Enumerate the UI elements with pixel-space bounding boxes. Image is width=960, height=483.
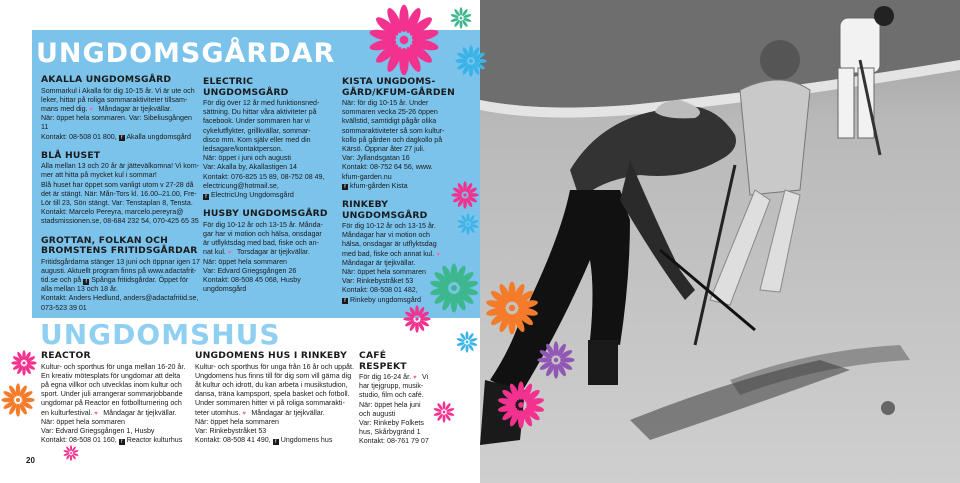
text-line: electricung@hotmail.se, <box>203 181 279 190</box>
text-line: Måndagar har vi motion och <box>342 231 430 240</box>
heart-icon: ♥ <box>242 410 246 417</box>
text-line: cykelutflykter, grillkvällar, sommar- <box>203 126 311 135</box>
text-line: mans med dig. ♥ Måndagar är tjejkvällar. <box>41 104 172 113</box>
text-line: ungdomar på Reactor en fotbollturnering och <box>41 399 182 408</box>
text-line: tid.se och på f Spånga fritidsgårdar. Öppet för <box>41 276 189 285</box>
text-line: sport. Under juli arrangerar sommarjobbande <box>41 390 183 399</box>
text-line: ungdomsgård <box>203 285 247 294</box>
flower-petal <box>460 7 463 15</box>
ungdomsgardar-title: UNGDOMSGÅRDAR <box>36 38 336 69</box>
text-line: mer att hitta på mycket kul i sommar! <box>41 171 157 180</box>
text-line: För dig över 12 år med funktionsned- <box>203 99 320 107</box>
flower-petal <box>443 414 446 422</box>
flower-center <box>451 285 457 291</box>
facebook-link[interactable]: Rinkeby ungdomsgård <box>349 295 421 304</box>
flower-center <box>469 59 473 63</box>
flower-petal <box>70 455 72 461</box>
text-line: Kultur- och sporthus för unga mellan 16-20 år. <box>41 362 186 371</box>
facebook-link[interactable]: Ungdomens hus <box>280 436 333 445</box>
text-line: facebook. Under sommaren har vi <box>203 117 310 126</box>
heart-icon: ♥ <box>89 106 94 113</box>
text-line: När: öppet hela sommaren. Var: Sibeliusgången 11 <box>41 114 192 132</box>
facebook-icon[interactable]: f <box>342 298 348 304</box>
text-line: gar har vi motion och hälsa, onsdagar <box>203 229 322 238</box>
column-1 <box>41 75 201 313</box>
flower-petal <box>443 401 446 409</box>
text-line: åt kultur och idrott, du kan arbeta i musikstudion, <box>195 380 348 389</box>
text-line: augusti. Aktuellt program finns på www.adactafrit- <box>41 266 197 275</box>
facebook-link[interactable]: Akalla ungdomsgård <box>126 132 191 141</box>
floorball-photo <box>480 0 960 483</box>
text-line: Lör till 23, Sön stängt. Var: Tenstaplan 8, Tensta. <box>41 199 193 208</box>
pink-flower-icon <box>402 304 432 334</box>
kista-heading: KISTA UNGDOMS- GÅRD/KFUM-GÅRDEN <box>342 76 456 98</box>
text-line: teter utomhus. ♥ Måndagar är tjejkvällar. <box>195 408 325 417</box>
text-line: kvällstid, samtidigt pågår olika <box>342 117 437 126</box>
bla-huset-heading: BLÅ HUSET <box>41 149 101 161</box>
page-number: 20 <box>26 456 35 465</box>
blue-flower-icon <box>455 330 479 354</box>
text-line: Kontakt: 08-508 45 068, Husby <box>203 275 301 284</box>
cafe-respekt-heading: CAFÉ RESPEKT <box>359 350 407 372</box>
ungdomshus-title: UNGDOMSHUS <box>40 318 281 351</box>
text-line: När: för dig 10-15 år. Under <box>342 99 429 107</box>
text-line: sommaraktiviteter så som kultur- <box>342 126 445 135</box>
text-line: Kontakt: 08-508 01 800, f Akalla ungdomsgård <box>41 132 191 142</box>
text-line: 073-523 39 01 <box>41 303 87 312</box>
facebook-link[interactable]: ElectricUng Ungdomsgård <box>210 191 294 200</box>
text-line: nat kul. ♥ Torsdagar är tjejkvällar. <box>203 248 310 257</box>
heart-icon: ♥ <box>94 410 98 417</box>
text-line: När: öppet hela sommaren <box>41 417 125 426</box>
pink-flower-icon <box>364 0 444 80</box>
text-line: studio, film och café. <box>359 391 424 400</box>
text-line: Var: Rinkeby Folkets <box>359 419 424 428</box>
text-line: sommaren vecka 25-26 öppen <box>342 108 438 117</box>
flower-center <box>518 402 524 408</box>
text-line: kollo på gården och dagkollo på <box>342 135 443 144</box>
purple-flower-icon <box>536 340 576 380</box>
text-line: disco mm. Kom själv eller med din <box>203 135 311 144</box>
green-flower-icon <box>449 6 473 30</box>
text-line: Var: Edvard Griegsgången 1, Husby <box>41 426 155 435</box>
flower-center <box>70 452 72 454</box>
pink-flower-icon <box>432 400 456 424</box>
text-line: Kontakt: Marcelo Pereyra, marcelo.pereyra@ <box>41 208 184 217</box>
ungdomens-hus-heading: UNGDOMENS HUS I RINKEBY <box>195 350 347 361</box>
green-flower-icon <box>428 262 480 314</box>
text-line: Sommarkul i Akalla för dig 10-15 år. Vi är ute och <box>41 86 195 95</box>
text-line: sättning. Du hittar våra aktiviteter på <box>203 108 317 117</box>
text-line: är utflyktsdag med bad, fiske och an- <box>203 239 319 248</box>
electric-heading: ELECTRIC UNGDOMSGÅRD <box>203 76 289 98</box>
text-line: ledsagare/kontaktperson. <box>203 145 283 154</box>
flower-center <box>443 411 446 414</box>
flower-center <box>460 17 463 20</box>
text-line: dansa, träna kampsport, spela basket och fotboll. <box>195 390 350 399</box>
facebook-link[interactable]: kfum-gården Kista <box>349 181 408 190</box>
heart-icon: ♥ <box>436 251 440 258</box>
text-line: med bad, fiske och annat kul. ♥Måndagar är tjejkvällar. <box>342 250 472 268</box>
text-line: Var: Edvard Griegsgången 26 <box>203 266 297 275</box>
orange-flower-icon <box>0 382 36 418</box>
text-line: har tjejgrupp, musik- <box>359 382 424 391</box>
text-line: hälsa, onsdagar är utflyktsdag <box>342 240 437 249</box>
text-line: En kreativ mötesplats för ungdomar att delta <box>41 371 181 380</box>
grottan-heading: GROTTAN, FOLKAN OCH BROMSTENS FRITIDSGÅRDAR <box>41 234 198 257</box>
text-line: När: öppet hela sommaren <box>195 417 279 426</box>
text-line: Kärsö. Öppnar åter 27 juli. <box>342 145 425 154</box>
text-line: När: öppet hela sommaren <box>342 268 426 277</box>
text-line: Kontakt: 08-508 01 160, f Reactor kulturhus <box>41 436 183 445</box>
flower-petal <box>466 331 469 339</box>
facebook-icon[interactable]: f <box>342 184 348 190</box>
text-line: Under sommaren hitter vi på roliga sommarakti- <box>195 399 345 408</box>
flower-petal <box>467 226 470 234</box>
text-line: För dig 10-12 år och 13-15 år. Månda- <box>203 220 323 229</box>
text-line: Kontakt: 08-508 41 490, f Ungdomens hus <box>195 436 333 445</box>
text-line: kfum-garden.nu <box>342 172 392 181</box>
text-line: Kontakt: 08-508 01 482, <box>342 286 418 295</box>
text-line: Kontakt: 08-752 64 56, www. <box>342 163 433 172</box>
text-line: När: öppet hela sommaren <box>203 257 287 266</box>
pink-flower-icon <box>496 380 546 430</box>
heart-icon: ♥ <box>227 250 232 257</box>
pink-flower-icon <box>450 180 480 210</box>
text-line: Ungdomens hus finns till för dig som vill gärna dig <box>195 371 352 380</box>
reactor-heading: REACTOR <box>41 350 91 361</box>
text-line: stadsmissionen.se, 08-684 232 54, 070-425 65 35 <box>41 217 199 226</box>
text-line: Fritidsgårdarna stänger 13 juni och öppnar igen 17 <box>41 257 200 266</box>
text-line: en kulturfestival. ♥ Måndagar är tjejkvällar. <box>41 408 177 417</box>
text-line: Kontakt: 076-825 15 89, 08-752 08 49, <box>203 172 325 181</box>
text-line: För dig 16-24 år. ♥ Vi <box>359 373 429 381</box>
flower-center <box>466 341 469 344</box>
heart-icon: ♥ <box>413 375 417 381</box>
facebook-link[interactable]: Reactor kulturhus <box>126 436 183 445</box>
flower-center <box>509 305 515 311</box>
text-line: Var: Rinkebystråket 53 <box>342 277 414 286</box>
text-line <box>203 191 333 200</box>
facebook-icon[interactable]: f <box>203 194 209 200</box>
text-line: Kontakt: Anders Hedlund, anders@adactafritid.se, <box>41 294 199 303</box>
flower-petal <box>467 213 470 221</box>
flower-petal <box>466 344 469 352</box>
facebook-icon[interactable]: f <box>119 135 125 141</box>
flower-center <box>415 317 418 320</box>
flower-center <box>400 36 409 45</box>
facebook-icon[interactable]: f <box>83 279 89 285</box>
flower-petal <box>70 445 72 451</box>
column-2 <box>203 77 333 294</box>
text-line: Alla mellan 13 och 20 år är jättevälkomna! Vi kom- <box>41 162 199 171</box>
text-line: hus, Skårbygränd 1 <box>359 428 421 437</box>
text-line: När: öppet hela juni <box>359 400 421 409</box>
text-line: och augusti <box>359 409 396 418</box>
rinkeby-heading: RINKEBY UNGDOMSGÅRD <box>342 199 428 221</box>
text-line: på egna villkor och utvecklas inom kultur och <box>41 380 182 389</box>
text-line: alla mellan 13 och 18 år. <box>41 285 118 294</box>
ungdomens-hus-block <box>195 351 355 445</box>
facebook-icon[interactable]: f <box>119 439 125 445</box>
text-line: Kultur- och sporthus för unga från 16 år och uppåt. <box>195 362 354 371</box>
blue-flower-icon <box>456 212 480 236</box>
text-line: Var: Akalla by, Akallastigen 14 <box>203 163 297 172</box>
text-line: Var: Jyllandsgatan 16 <box>342 154 410 163</box>
text-line: För dig 10-12 år och 13-15 år. <box>342 222 436 231</box>
facebook-icon[interactable]: f <box>273 439 279 445</box>
orange-flower-icon <box>484 280 540 336</box>
pink-flower-icon <box>62 444 80 462</box>
flower-petal <box>460 20 463 28</box>
text-line: Kontakt: 08-761 79 07 <box>359 437 429 446</box>
cafe-respekt-block <box>359 351 433 447</box>
text-line: Var: Rinkebystråket 53 <box>195 426 267 435</box>
flower-center <box>22 361 25 364</box>
flower-center <box>554 358 559 363</box>
flower-center <box>16 398 20 402</box>
reactor-block <box>41 351 191 445</box>
text-line: leker, hittar på roliga sommaraktiviteter tillsam- <box>41 95 188 104</box>
akalla-heading: AKALLA UNGDOMSGÅRD <box>41 74 172 85</box>
text-line: det är stängt. När: Mån-Tors kl. 16.00–21.00, Fre- <box>41 189 197 198</box>
blue-flower-icon <box>454 44 488 78</box>
text-line: Blå huset har öppet som vanligt utom v 27-28 då <box>41 180 194 189</box>
text-line: När: öppet i juni och augusti <box>203 154 291 163</box>
flower-center <box>467 223 470 226</box>
pink-flower-icon <box>10 349 38 377</box>
husby-heading: HUSBY UNGDOMSGÅRD <box>203 208 328 220</box>
flower-center <box>463 193 466 196</box>
